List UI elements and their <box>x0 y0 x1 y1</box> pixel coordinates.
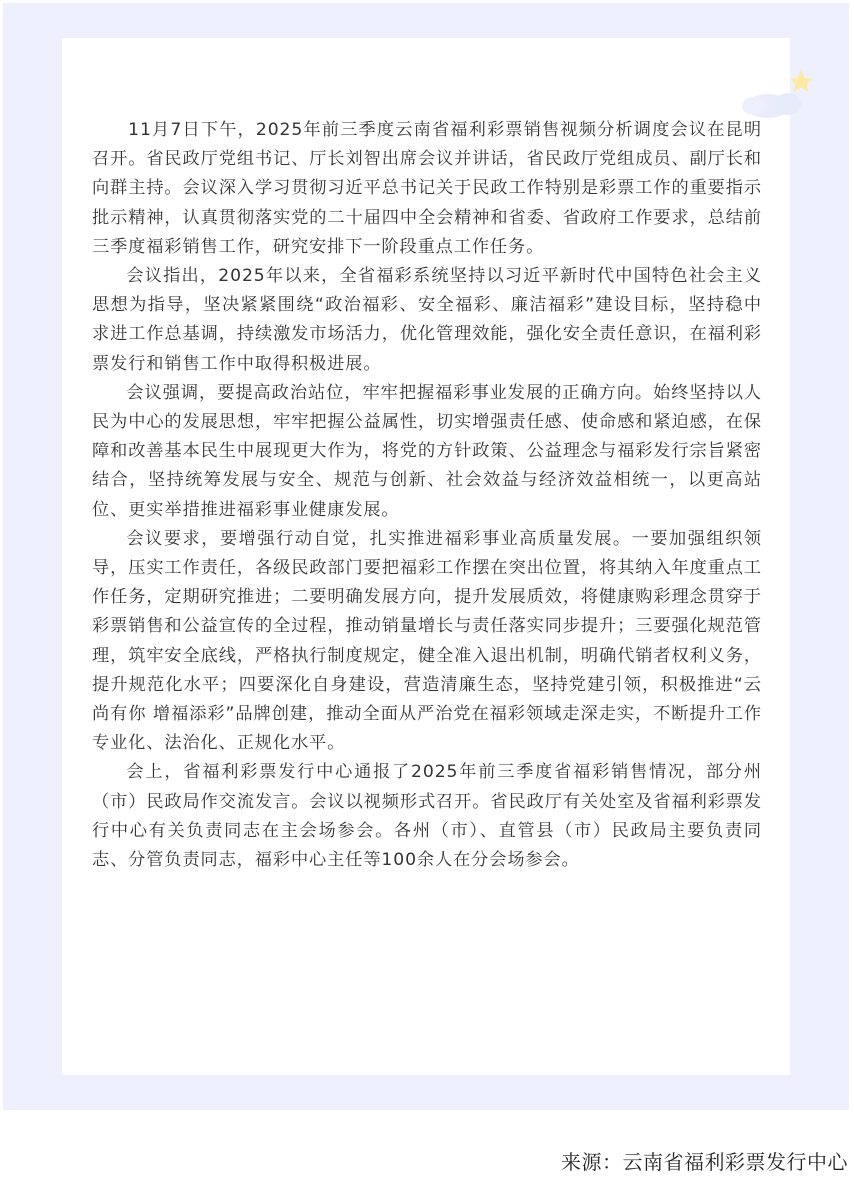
article-paragraph: 会议指出，2025年以来，全省福彩系统坚持以习近平新时代中国特色社会主义思想为指导，坚决紧紧围绕“政治福彩、安全福彩、廉洁福彩”建设目标，坚持稳中求进工作总基调，持续激发市场活力，优化管理效能，强化安全责任意识，在福利彩票发行和销售工作中取得积极进展。 <box>92 266 762 374</box>
article-paragraph: 11月7日下午，2025年前三季度云南省福利彩票销售视频分析调度会议在昆明召开。省民政厅党组书记、厅长刘智出席会议并讲话，省民政厅党组成员、副厅长和向群主持。会议深入学习贯彻习近平总书记关于民政工作特别是彩票工作的重要指示批示精神，认真贯彻落实党的二十届四中全会精神和省委、省政府工作要求，总结前三季度福彩销售工作，研究安排下一阶段重点工作任务。 <box>92 120 762 257</box>
article-body <box>92 116 762 875</box>
source-credit: 来源：云南省福利彩票发行中心 <box>561 1150 848 1174</box>
article-paragraph: 会议强调，要提高政治站位，牢牢把握福彩事业发展的正确方向。始终坚持以人民为中心的发展思想，牢牢把握公益属性，切实增强责任感、使命感和紧迫感，在保障和改善基本民生中展现更大作为，将党的方针政策、公益理念与福彩发行宗旨紧密结合，坚持统筹发展与安全、规范与创新、社会效益与经济效益相统一，以更高站位、更实举措推进福彩事业健康发展。 <box>92 382 762 520</box>
article-paragraph: 会议要求，要增强行动自觉，扎实推进福彩事业高质量发展。一要加强组织领导，压实工作责任，各级民政部门要把福彩工作摆在突出位置，将其纳入年度重点工作任务，定期研究推进；二要明确发展方向，提升发展质效，将健康购彩理念贯穿于彩票销售和公益宣传的全过程，推动销量增长与责任落实同步提升；三要强化规范管理，筑牢安全底线，严格执行制度规定，健全准入退出机制，明确代销者权利义务，提升规范化水平；四要深化自身建设，营造清廉生态，坚持党建引领，积极推进“云尚有你 增福添彩”品牌创建，推动全面从严治党在福彩领域走深走实，不断提升工作专业化、法治化、正规化水平。 <box>92 528 762 754</box>
article-card <box>62 38 790 1075</box>
cloud-star-decoration <box>732 56 822 120</box>
article-paragraph: 会上，省福利彩票发行中心通报了2025年前三季度省福彩销售情况，部分州（市）民政局作交流发言。会议以视频形式召开。省民政厅有关处室及省福利彩票发行中心有关负责同志在主会场参会。各州（市）、直管县（市）民政局主要负责同志、分管负责同志，福彩中心主任等100余人在分会场参会。 <box>92 762 762 871</box>
cloud-icon <box>742 69 802 118</box>
star-icon <box>790 70 813 92</box>
article-frame <box>3 3 849 1110</box>
